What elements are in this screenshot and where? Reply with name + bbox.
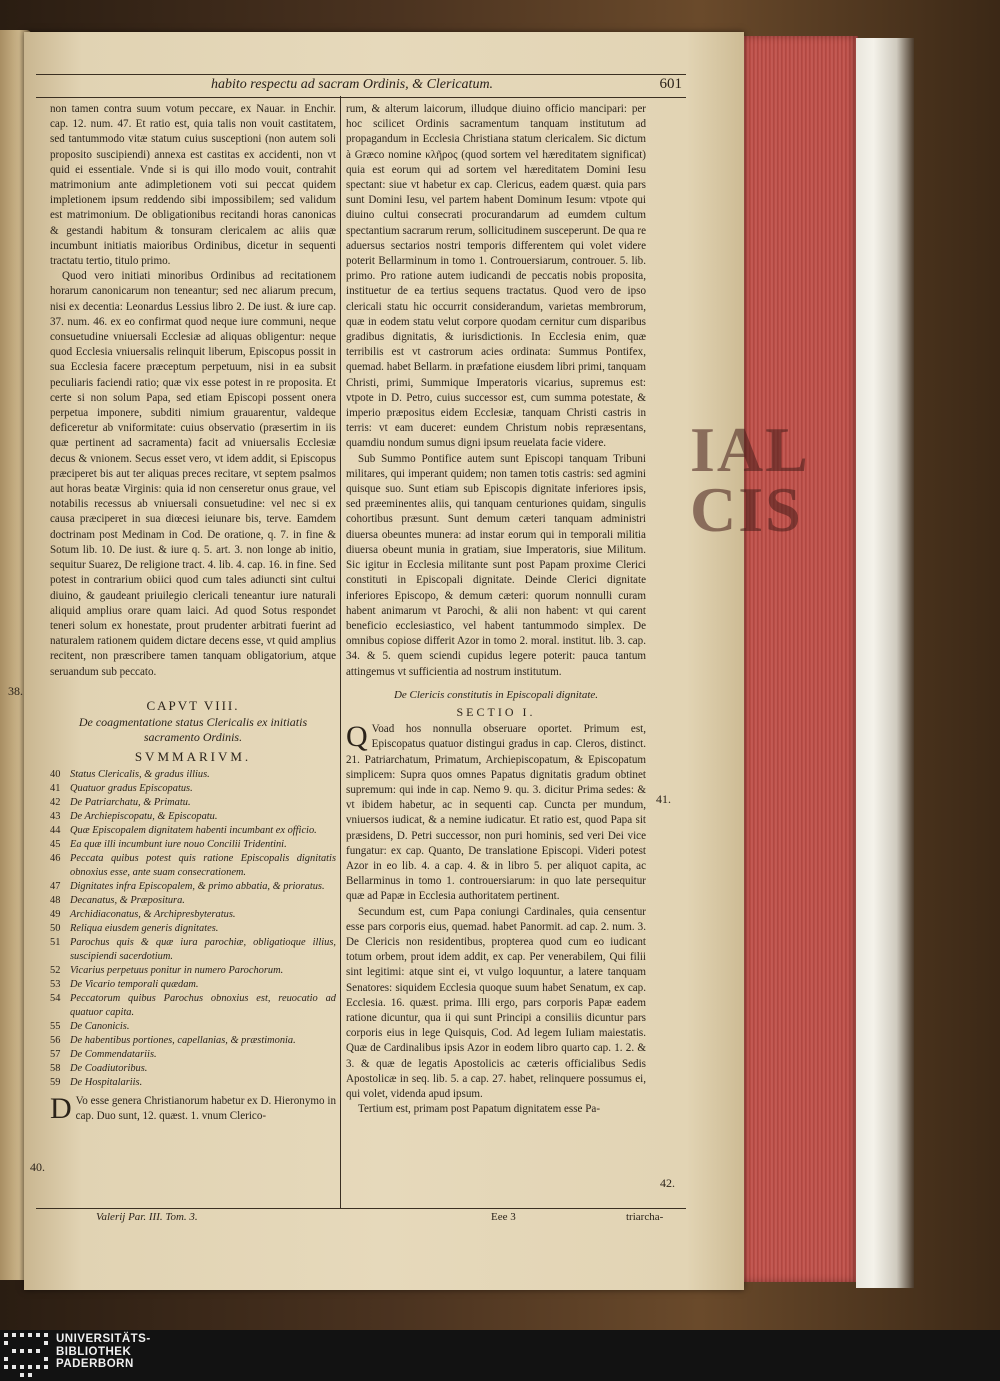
paragraph: rum, & alterum laicorum, illudque diuino officio mancipari: per hoc scilicet Ordinis sacramentum tanquam institutum ad propagandum in Ecclesia Christiana statum clericalem. Sic dictum à Græco nomine κλῆρος (quod sortem vel hæreditatem significat) quia est eorum qui ad sortem vel hæreditatem Domini Iesu spectant: siue vt habetur ex cap. Clericus, eadem quæst. quia pars sunt Domini Iesu, vel partem habent Dominum Iesum: vtpote qui diuino cultui consecrati procurandarum ad eumdem cultum spectantium sacrarum rerum, sollicitudinem susceperunt. De qua re aduersus sectarios nostri temporis differentem qui volet videre poterit Bellarminum in tomo 1. Controuersiarum, controuer. 5. lib. primo. Pro ratione autem iudicandi de peccatis nobis proposita, instituetur de ea tertius sequens tractatus. Quod vero de ipso clericali statu hic occurrit considerandum, varietas membrorum, quæ in eodem statu velut corpore quodam cernitur cum disparibus gradibus dignitatis, & iurisdictionis. In Ecclesia enim, quæ terribilis est vt castrorum acies ordinata: Summus Pontifex, quemad. habet Bellarm. in præfatione eiusdem libri primi, tanquam Christi, primi, Summique Imperatoris vicarius, supremus est: vtpote in D. Petro, cuius successor est, cum summa potestate, & imperio præpositus eidem Ecclesiæ, tanquam Christi castris in terris: vt eam duceret: eundem Christum nobis repræsentans, quamdiu nondum sumus digni ipsum reuelata facie videre. [346,103,646,450]
paragraph: Tertium est, primam post Papatum dignitatem esse Pa- [358,1103,601,1116]
summary-text: Dignitates infra Episcopalem, & primo abbatia, & prioratus. [70,881,325,893]
summary-label: SVMMARIVM. [134,748,252,764]
signature-left: Valerij Par. III. Tom. 3. [96,1211,198,1223]
closing-paragraph [50,1094,336,1124]
logo-dot [20,1365,24,1369]
summary-number: 46 [50,853,61,865]
summary-item [50,796,336,810]
logo-dot [44,1333,48,1337]
summary-text: De Patriarchatu, & Primatu. [70,797,191,809]
summary-text: Status Clericalis, & gradus illius. [70,769,210,781]
summary-item [50,768,336,782]
summary-number: 52 [50,965,61,977]
summary-item [50,782,336,796]
summary-item [50,1048,336,1062]
summary-text: De Canonicis. [70,1021,130,1033]
logo-dot [12,1333,16,1337]
summary-text: De Archiepiscopatu, & Episcopatu. [70,811,218,823]
summary-item [50,880,336,894]
running-header [36,74,686,98]
closing-text: Vo esse genera Christianorum habetur ex D. Hieronymo in cap. Duo sunt, 12. quæst. 1. vnum Clerico- [75,1095,336,1123]
summary-item [50,978,336,992]
summary-list [50,768,336,1090]
summary-number: 40 [50,769,61,781]
right-column [346,102,646,1117]
summary-item [50,908,336,922]
logo-dot [36,1349,40,1353]
signature-mark: Eee 3 [491,1211,516,1223]
summary-text: De Commendatariis. [70,1049,157,1061]
book-cover-board [856,38,914,1288]
summary-number: 59 [50,1077,61,1089]
summary-text: Reliqua eiusdem generis dignitates. [70,923,219,935]
paragraph: Quod vero initiati minoribus Ordinibus ad recitationem horarum canonicarum non teneantur; sed nec aliarum precum, nisi ex decentia: Leonardus Lessius libro 2. De iust. & iure cap. 37. num. 46. ex eo confirmat quod neque iure communi, neque consuetudine vniuersali Ecclesiæ ad aliquas obligentur: neque quod Ecclesia vniuersalis relinquit liberum, Episcopus possit in sua Ecclesia facere præceptum perpetuum, nisi in ea subsit peculiaris faciendi ratio; quæ vix esse potest in re proposita. Et certe si non solum Papa, sed etiam Episcopi possent onera perpetua imponere, subditi nimium grauarentur, valdeque deficeretur ab vniformitate: cuius observatio (præsertim in iis quæ pertinent ad sacramenta) facit ad vniuersalis Ecclesiæ decus & vnionem. Secus esset vero, vt idem addit, si Episcopus præciperet bis aut ter aliquas preces recitare, vt septem psalmos aut horas beatæ Virginis: quia id non censeretur onus graue, vel notabilis recessus ab vniuersali consuetudine: vel nec si ex causa præciperet in sua diœcesi ieiunare bis, terve. Eamdem doctrinam post Medinam in Cod. De oratione, q. 7. in fine & Sotum lib. 10. De iust. & iure q. 5. art. 3. non longe ab initio, sequitur Suarez, De religione tract. 4. lib. 4. cap. 16. in fine. Sed potest in contrarium obiici quod cum tales adiuncti sint cultui diuino, & gaudeant priuilegio clericali teneantur iure naturali aliquid amplius orare quam laici. Ad quod Sotus respondet teneri solum ex honestate, prout prudenter arbitrati fuerint ad naturalem rationem quidem dictare decens esse, vt quid amplius recitent, non præscribere tamen tanquam obligatorium, atque seruandum sub peccato. [50,270,336,678]
margin-number: 40. [30,1160,45,1174]
page-footer [36,1208,686,1223]
summary-item [50,838,336,852]
summary-text: De Vicario temporali quædam. [70,979,199,991]
library-logo-icon [4,1333,52,1379]
summary-number: 42 [50,797,61,809]
logo-dot [44,1341,48,1345]
summary-item [50,964,336,978]
summary-text: De Hospitalariis. [70,1077,143,1089]
summary-number: 57 [50,1049,61,1061]
logo-dot [12,1365,16,1369]
summary-item [50,810,336,824]
page-number: 601 [659,76,682,92]
summary-item [50,852,336,880]
summary-item [50,1034,336,1048]
summary-number: 45 [50,839,61,851]
bleed-through-text: IAL CIS [690,414,810,545]
summary-text: De habentibus portiones, capellanias, & præstimonia. [70,1035,296,1047]
summary-number: 51 [50,937,61,949]
library-line: PADERBORN [56,1358,134,1370]
summary-text: Ea quæ illi incumbunt iure nouo Concilii Tridentini. [70,839,287,851]
summary-number: 48 [50,895,61,907]
paragraph [346,722,646,904]
drop-cap: D [50,1092,72,1126]
summary-number: 43 [50,811,61,823]
summary-item [50,1020,336,1034]
logo-dot [4,1365,8,1369]
chapter-title: De coagmentatione status Clericalis ex initiatis sacramento Ordinis. [78,714,308,744]
logo-dot [44,1357,48,1361]
logo-dot [44,1365,48,1369]
summary-number: 44 [50,825,61,837]
summary-text: Quæ Episcopalem dignitatem habenti incumbant ex officio. [70,825,317,837]
logo-dot [20,1349,24,1353]
summary-text: Decanatus, & Præpositura. [70,895,185,907]
catchword: triarcha- [626,1211,664,1223]
logo-dot [28,1349,32,1353]
summary-number: 56 [50,1035,61,1047]
section-number: SECTIO I. [456,704,536,719]
summary-number: 49 [50,909,61,921]
section-text: Voad hos nonnulla obseruare oportet. Primum est, Episcopatus quatuor distingui gradus in cap. Cleros, distinct. 21. Patriarchatum, Primatum, Archiepiscopatum, & Episcopatum simplicem: Supra quos omnes Papatus dignitatis gradum obtinet supremum: qui inde in cap. Nemo 9. qu. 3. dicitur Prima sedes: & vt ibidem habetur, ac in sequenti cap. Cuncta per mundum, vniuersos iudicat, & a nemine iudicatur. Et ratio est, quod Papa sit præsidens, D. Petri successor, non puri hominis, sed veri Dei vice fungatur: ex cap. Quanto, De translatione Episcopi. Videri potest Azor in eo lib. 4. a cap. 4. & in libro 5. per aliquot capita, ac Bellarminus in tomo 1. controuersiarum: in quo late persequitur quæ ad Papæ in Ecclesia authoritatem pertinent. [346,723,646,903]
logo-dot [4,1333,8,1337]
summary-number: 53 [50,979,61,991]
logo-dot [4,1357,8,1361]
margin-number: 41. [656,792,671,806]
paragraph: non tamen contra suum votum peccare, ex Nauar. in Enchir. cap. 12. num. 47. Et ratio est, quia talis non vouit castitatem, sed tantummodo vitæ statum cuius susceptioni (non autem soli proposito suscipiendi) annexa est castitas ex accidenti, non vt quid ei essentiale. Vnde si is qui illo modo vouit, contrahit matrimonium ante adimpletionem voti sui peccat quidem impletionem ipsum reddendo sibi impossibilem; sed validum est matrimonium. De obligationibus recitandi horas canonicas & gestandi habitum & tonsuram clericalem ac aliis quæ incumbunt initiatis maioribus Ordinibus, dicetur in sequenti tractatu tertio, titulo primo. [50,103,336,268]
summary-item [50,992,336,1020]
drop-cap: Q [346,720,368,754]
margin-number: 42. [660,1176,675,1190]
logo-dot [36,1333,40,1337]
summary-number: 58 [50,1063,61,1075]
summary-number: 55 [50,1021,61,1033]
summary-number: 54 [50,993,61,1005]
summary-item [50,1076,336,1090]
logo-dot [12,1349,16,1353]
running-title: habito respectu ad sacram Ordinis, & Clericatum. [211,77,494,92]
logo-dot [28,1365,32,1369]
logo-dot [36,1365,40,1369]
logo-dot [4,1341,8,1345]
summary-text: Peccata quibus potest quis ratione Episcopalis dignitatis obnoxius esse, ante suam consecrationem. [70,853,336,879]
summary-text: De Coadiutoribus. [70,1063,148,1075]
logo-dot [28,1373,32,1377]
summary-item [50,936,336,964]
library-line: BIBLIOTHEK [56,1345,132,1358]
logo-dot [20,1373,24,1377]
summary-item [50,922,336,936]
summary-number: 50 [50,923,61,935]
summary-number: 41 [50,783,61,795]
summary-number: 47 [50,881,61,893]
paragraph: Secundum est, cum Papa coniungi Cardinales, quia censentur esse pars corporis eius, quemad. habet Panormit. ad cap. 2. num. 3. De Clericis non residentibus, propterea quod cum eo iudicant totum orbem, prout idem addit, ex cap. Per venerabilem, Qui filii sint legitimi: atque sint ei, vt vulgo loquuntur, a latere tanquam Senatores: siquidem Ecclesia quoque suum habet Senatum, ex cap. Ecclesia. 16. quæst. prima. Illi ergo, pars corporis Papæ eadem ratione dicuntur, qua ii qui sunt Principi a consiliis dicuntur pars corporis eius in lege Quisquis, Cod. Ad legem Iuliam maiestatis. Quæ de Cardinalibus ipsis Azor in eodem libro quarto cap. 1. 2. & 3. & quæ de legatis Apostolicis ac cæteris officialibus Sedis Apostolicæ in seq. lib. 5. a cap. 27. habet, relinquere possumus ei, qui volet, videnda apud ipsum. [346,905,646,1100]
red-page-edges [742,36,858,1282]
margin-number: 38. [8,684,23,698]
library-name [56,1333,151,1371]
logo-dot [28,1333,32,1337]
summary-item [50,894,336,908]
summary-text: Parochus quis & quæ iura parochiæ, obligatioque illius, suscipiendi sacerdotium. [70,937,336,963]
paragraph: Sub Summo Pontifice autem sunt Episcopi tanquam Tribuni militares, qui imperant quidem; non tamen totis castris: sed agmini quisque suo. Sunt etiam sub Episcopis dignitate inferiores ipsis, sed præeminentes aliis, qui tanquam centuriones quidam, singulis cohortibus præsunt. Sunt demum cæteri tanquam administri diuersa obeuntes munera: ad instar eorum qui in temporali militia diuersa obeunt munia in gratiam, siue Imperatoris, siue Militum. Sic igitur in Ecclesia militante sunt post Papam proxime Clerici constituti in Episcopali dignitate. Deinde Clerici dignitate inferiores Episcopo, & demum cæteri: quorum nonnulli curam habent animarum vt Parochi, & alii non habent: vt qui carent beneficio ecclesiastico, vel habent tantummodo simplex. De omnibus copiose differit Azor in tomo 2. moral. institut. lib. 3. cap. 34. & 5. quem sciendi cupidus legere poterit: pauca tantum attingemus vt sufficientia ad nostrum institutum. [346,452,646,678]
summary-item [50,824,336,838]
left-column [50,102,336,1125]
logo-dot [20,1333,24,1337]
chapter-label: CAPVT VIII. [146,697,240,713]
summary-item [50,1062,336,1076]
section-heading: De Clericis constitutis in Episcopali dignitate. [393,688,599,701]
column-rule [340,96,341,1208]
summary-text: Archidiaconatus, & Archipresbyteratus. [70,909,236,921]
summary-text: Peccatorum quibus Parochus obnoxius est, reuocatio ad quatuor capita. [70,993,336,1019]
summary-text: Vicarius perpetuus ponitur in numero Parochorum. [70,965,284,977]
library-line: UNIVERSITÄTS- [56,1333,151,1345]
summary-text: Quatuor gradus Episcopatus. [70,783,193,795]
